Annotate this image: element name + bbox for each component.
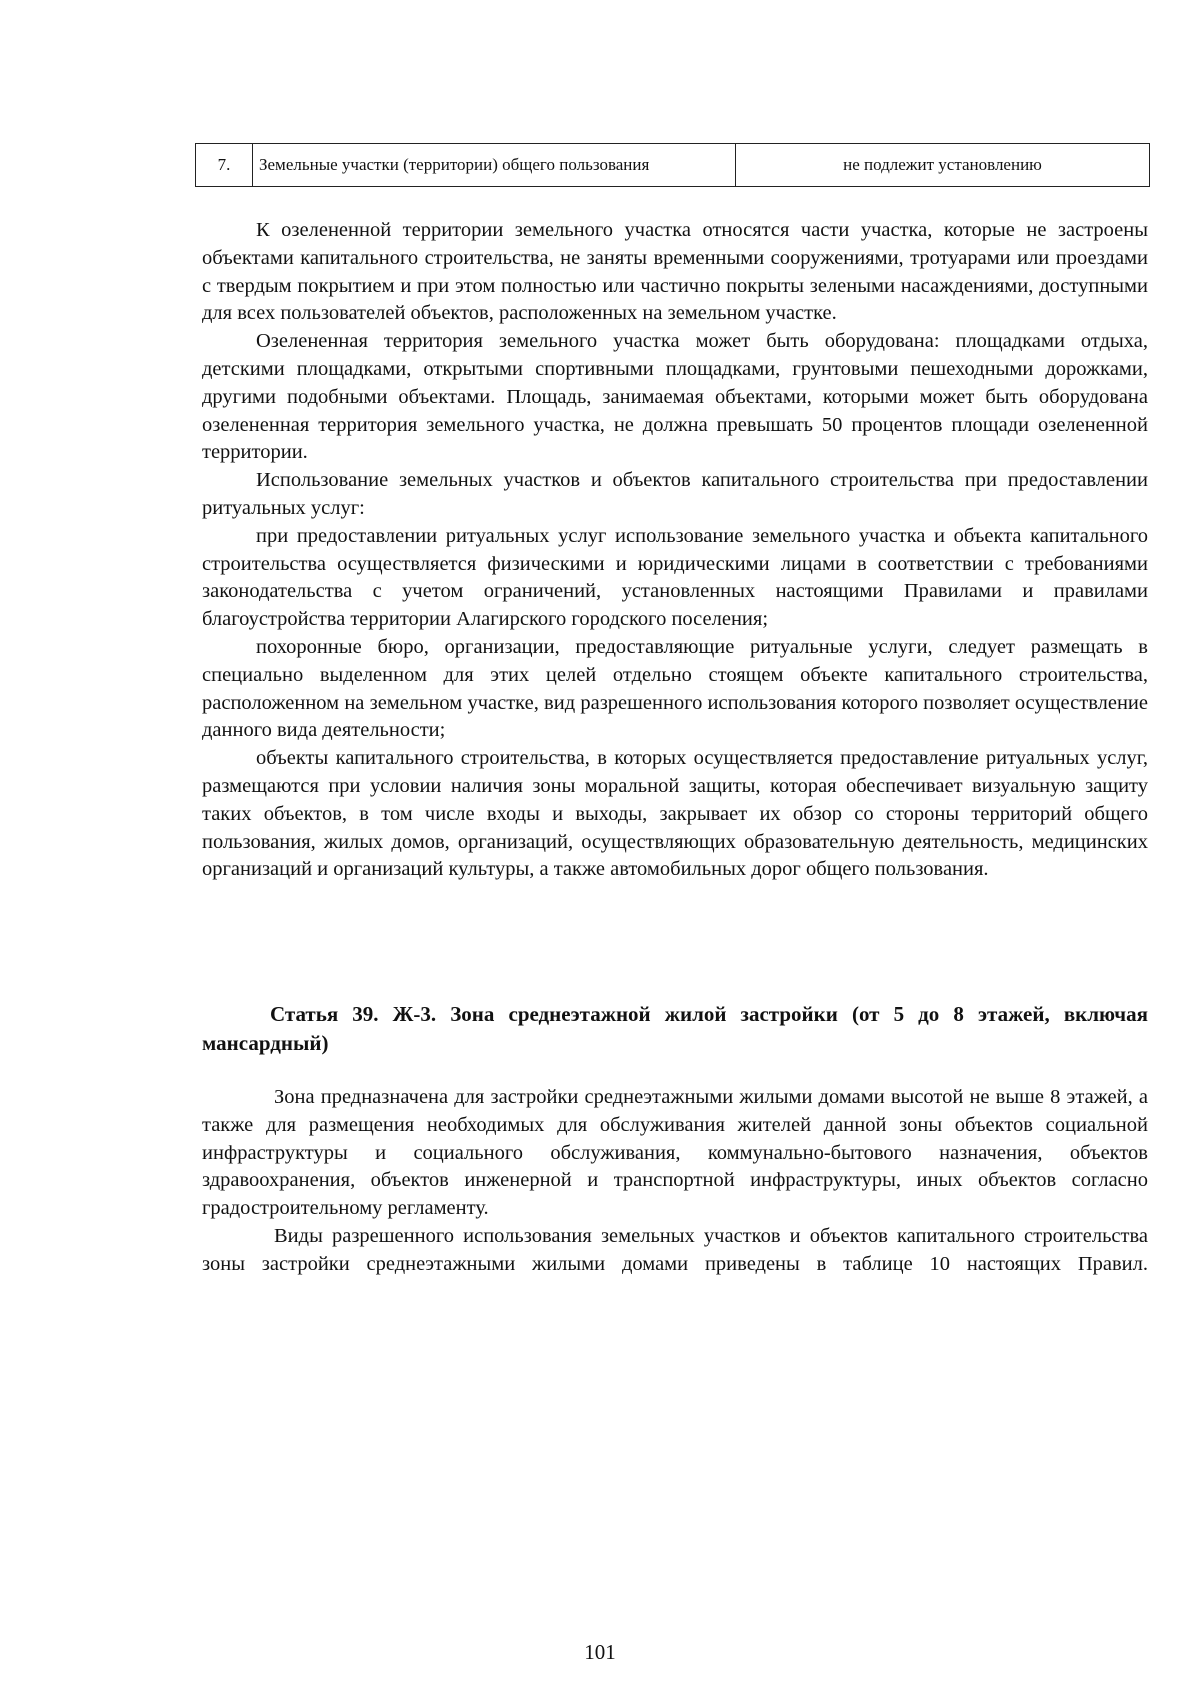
table-row: [196, 144, 1150, 187]
paragraph: Виды разрешенного использования земельных участков и объектов капитального строительства зоны застройки среднеэтажными жилыми домами приведены в таблице 10 настоящих Правил.: [202, 1224, 1148, 1275]
paragraph: при предоставлении ритуальных услуг использование земельного участка и объекта капитального строительства осуществляется физическими и юридическими лицами в соответствии с требованиями законодательства с учетом ограничений, установленных настоящими Правилами и правилами благоустройства территории Алагирского городского поселения;: [202, 524, 1148, 631]
article-heading: Статья 39. Ж-3. Зона среднеэтажной жилой застройки (от 5 до 8 этажей, включая мансардный): [202, 1002, 1148, 1055]
paragraph: Использование земельных участков и объектов капитального строительства при предоставлении ритуальных услуг:: [202, 469, 1148, 519]
paragraph: К озелененной территории земельного участка относятся части участка, которые не застроены объектами капитального строительства, не заняты временными сооружениями, тротуарами или проездами с твердым покрытием и при этом полностью или частично покрыты зелеными насаждениями, доступными для всех пользователей объектов, расположенных на земельном участке.: [202, 219, 1148, 325]
zone-parameters-table: [195, 143, 1150, 187]
row-name-cell: Земельные участки (территории) общего пользования: [253, 144, 736, 187]
row-value-cell: не подлежит установлению: [736, 144, 1150, 187]
green-territory-section: [202, 217, 1148, 884]
page-number: 101: [584, 1640, 616, 1664]
paragraph: Озелененная территория земельного участка может быть оборудована: площадками отдыха, детскими площадками, открытыми спортивными площадками, грунтовыми пешеходными дорожками, другими подобными объектами. Площадь, занимаемая объектами, которыми может быть оборудована озелененная территория земельного участка, не должна превышать 50 процентов площади озелененной территории.: [202, 330, 1148, 464]
paragraph: Зона предназначена для застройки среднеэтажными жилыми домами высотой не выше 8 этажей, а также для размещения необходимых для обслуживания жителей данной зоны объектов социальной инфраструктуры и социального обслуживания, коммунально-бытового назначения, объектов здравоохранения, объектов инженерной и транспортной инфраструктуры, иных объектов согласно градостроительному регламенту.: [202, 1086, 1148, 1220]
zone-description-section: [202, 1084, 1148, 1279]
paragraph: похоронные бюро, организации, предоставляющие ритуальные услуги, следует размещать в специально выделенном для этих целей отдельно стоящем объекте капитального строительства, расположенном на земельном участке, вид разрешенного использования которого позволяет осуществление данного вида деятельности;: [202, 635, 1148, 742]
paragraph: объекты капитального строительства, в которых осуществляется предоставление ритуальных услуг, размещаются при условии наличия зоны моральной защиты, которая обеспечивает визуальную защиту таких объектов, в том числе входы и выходы, закрывает их обзор со стороны территорий общего пользования, жилых домов, организаций, осуществляющих образовательную деятельность, медицинских организаций и организаций культуры, а также автомобильных дорог общего пользования.: [202, 747, 1148, 881]
row-number-cell: 7.: [196, 144, 253, 187]
